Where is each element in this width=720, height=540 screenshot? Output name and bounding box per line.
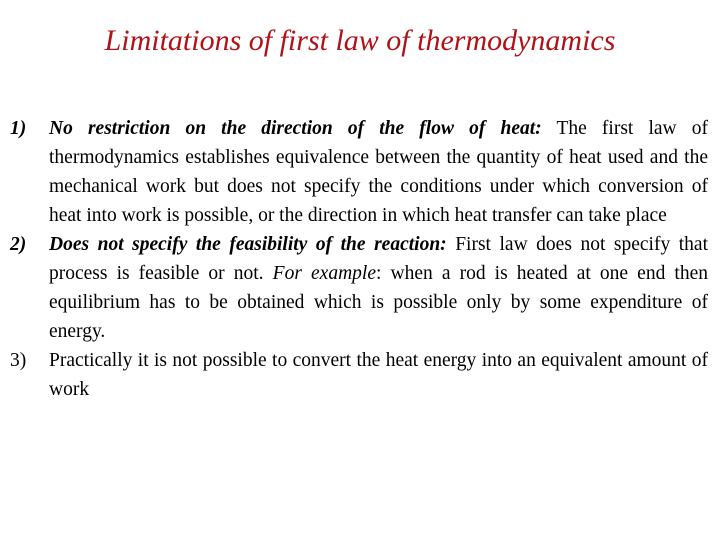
item-body: The first law of thermodynamics establishes equivalence between the quantity of heat used and the mechanical work but does not specify the conditions under which conversion of heat into work is possible, or the direction in which heat transfer can take place	[49, 118, 708, 226]
list-marker: 3)	[10, 350, 27, 371]
limitations-list	[10, 114, 708, 404]
list-marker: 2)	[10, 234, 27, 255]
example-label: For example	[272, 263, 376, 284]
list-item	[10, 230, 708, 346]
page-title: Limitations of first law of thermodynamics	[104, 24, 616, 57]
item-body: Practically it is not possible to convert the heat energy into an equivalent amount of work	[49, 350, 708, 400]
item-body: First law does not specify that process is feasible or not.	[49, 234, 708, 284]
list-item	[10, 346, 708, 404]
list-marker: 1)	[10, 118, 27, 139]
item-heading: No restriction on the direction of the flow of heat:	[49, 118, 542, 139]
list-item	[10, 114, 708, 230]
example-text: : when a rod is heated at one end then equilibrium has to be obtained which is possible only by some expenditure of energy.	[49, 263, 708, 342]
item-heading: Does not specify the feasibility of the reaction:	[49, 234, 447, 255]
